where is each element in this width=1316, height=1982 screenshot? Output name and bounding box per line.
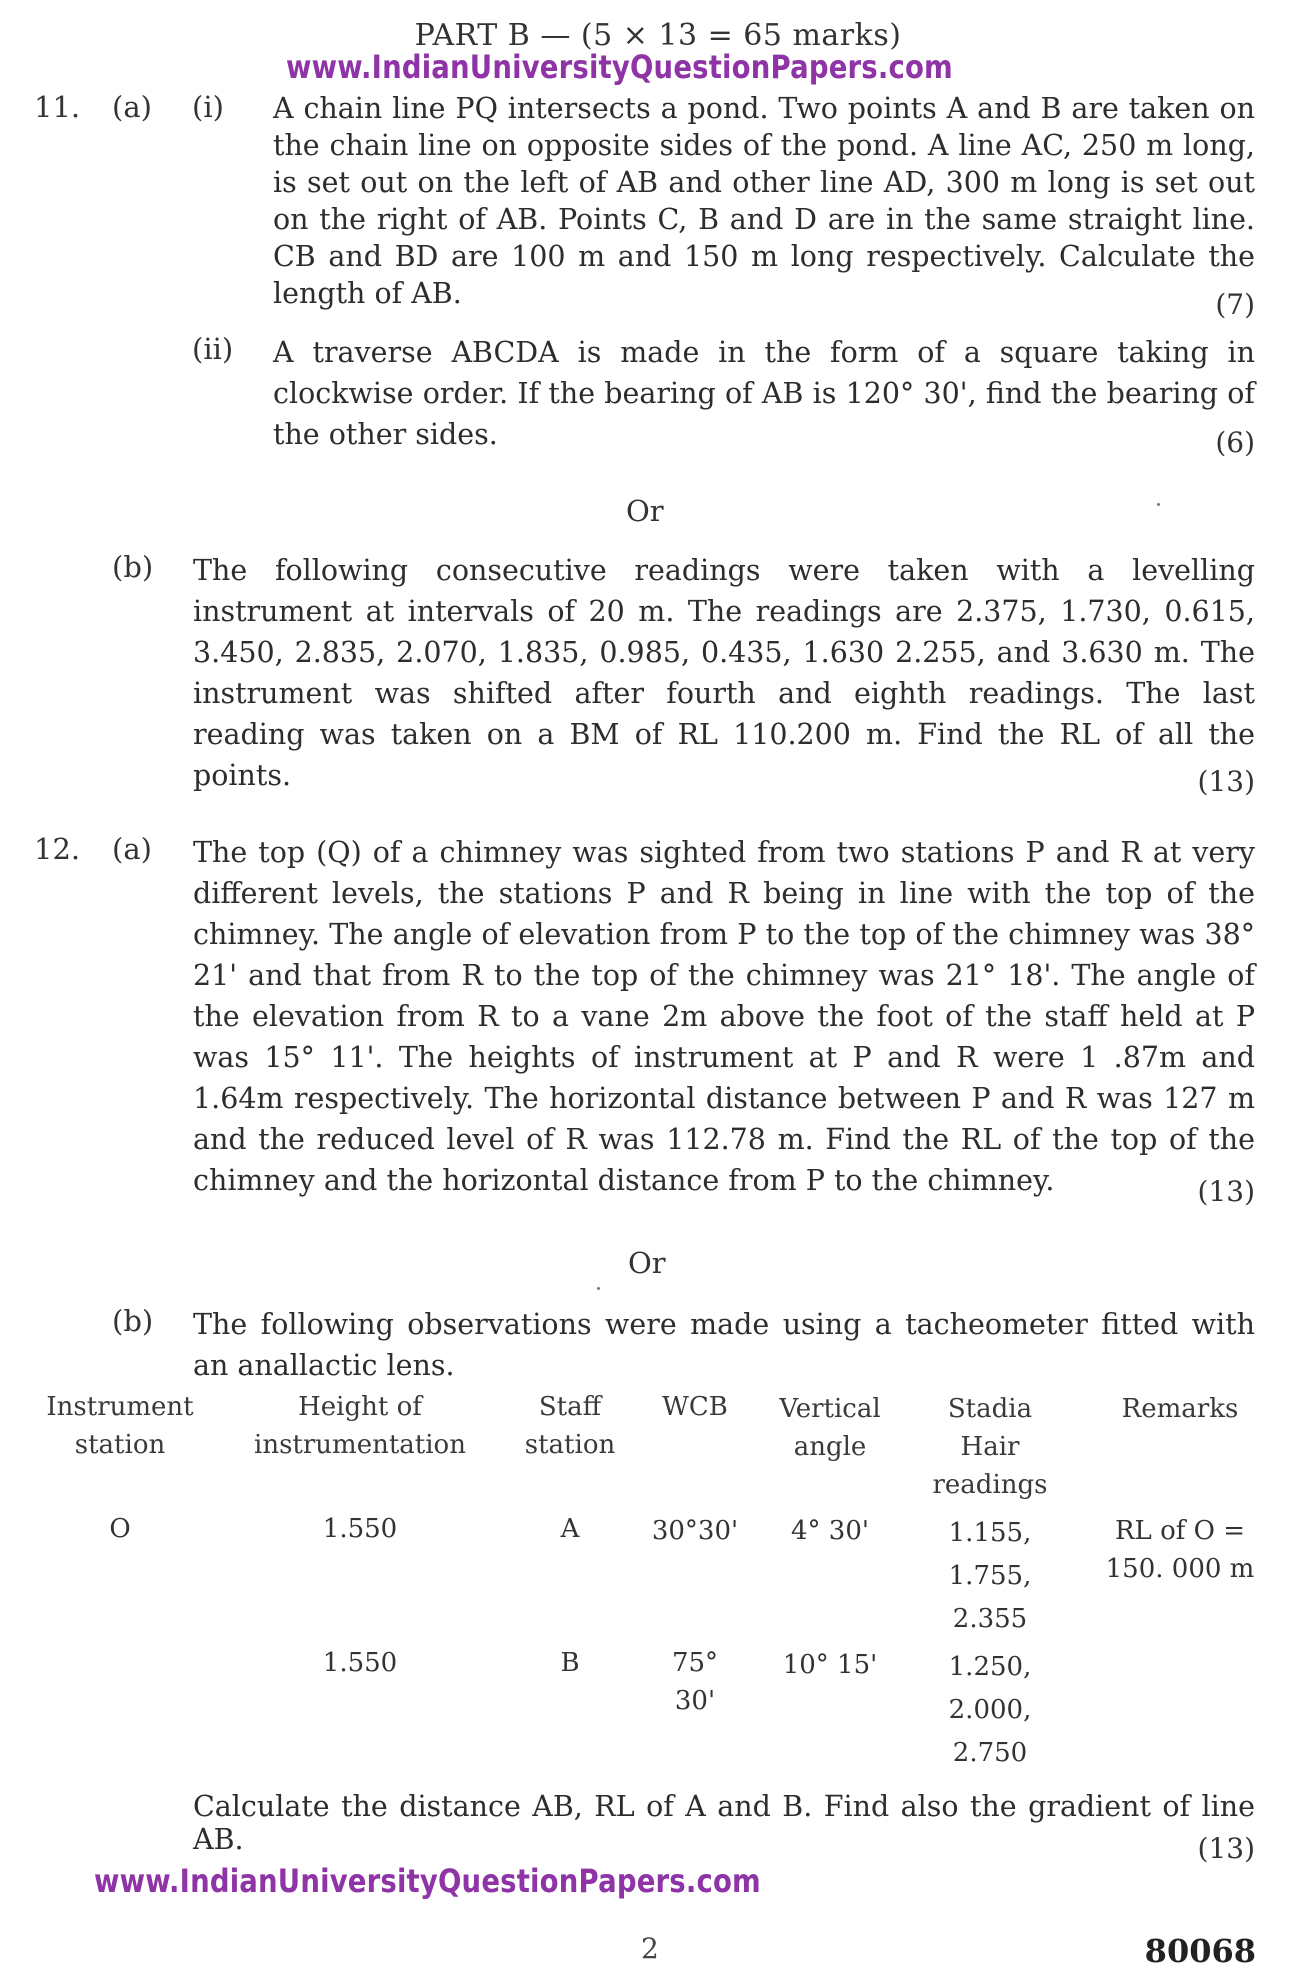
row1-vertical: 4° 30' [790, 1516, 870, 1546]
q12-b-marks: (13) [1197, 1832, 1255, 1865]
row2-wcb: 75° 30' [671, 1648, 719, 1716]
row1-staff: A [560, 1514, 580, 1544]
row2-height: 1.550 [322, 1648, 398, 1678]
q12-a-marks: (13) [1197, 1175, 1255, 1208]
q11-a-i-label: (i) [192, 90, 224, 124]
q11-b-marks: (13) [1197, 765, 1255, 798]
q11-or: Or [626, 494, 664, 528]
q11-a-ii-text: A traverse ABCDA is made in the form of a square taking in clockwise order. If the bearing of AB is 120° 30', find the bearing of the other sides. [273, 336, 1255, 451]
row1-stadia: 1.155, 1.755, 2.355 [948, 1518, 1032, 1634]
row2-stadia: 1.250, 2.000, 2.750 [948, 1652, 1032, 1768]
watermark-bottom: www.IndianUniversityQuestionPapers.com [94, 1862, 761, 1900]
col-header-staff-station: Staff station [524, 1392, 616, 1460]
page-number: 2 [641, 1932, 659, 1965]
col-header-height: Height of instrumentation [254, 1392, 466, 1460]
scan-speck [597, 1287, 600, 1290]
part-header: PART B — (5 × 13 = 65 marks) [414, 18, 902, 53]
q11-b-text: The following consecutive readings were taken with a levelling instrument at intervals of 20 m. The readings are 2.375, 1.730, 0.615, 3.450, 2.835, 2.070, 1.835, 0.985, 0.435, 1.630 2.255, and 3.630 m. The instrument was shifted after fourth and eighth readings. The last reading was taken on a BM of RL 110.200 m. Find the RL of all the points. [193, 554, 1255, 792]
col-header-remarks: Remarks [1121, 1394, 1239, 1424]
row1-remarks: RL of O = 150. 000 m [1105, 1516, 1255, 1584]
q11-part-a-label: (a) [112, 90, 152, 124]
q11-a-i-text: A chain line PQ intersects a pond. Two points A and B are taken on the chain line on opposite sides of the pond. A line AC, 250 m long, is set out on the left of AB and other line AD, 300 m long is set out on the right of AB. Points C, B and D are in the same straight line. CB and BD are 100 m and 150 m long respectively. Calculate the length of AB. [273, 92, 1255, 310]
row2-staff: B [560, 1648, 580, 1678]
row1-wcb: 30°30' [651, 1516, 739, 1546]
q12-a-text: The top (Q) of a chimney was sighted from two stations P and R at very different levels, the stations P and R being in line with the top of the chimney. The angle of elevation from P to the top of the chimney was 38° 21' and that from R to the top of the chimney was 21° 18'. The angle of the elevation from R to a vane 2m above the foot of the staff held at P was 15° 11'. The heights of instrument at P and R were 1 .87m and 1.64m respectively. The horizontal distance between P and R was 127 m and the reduced level of R was 112.78 m. Find the RL of the top of the chimney and the horizontal distance from P to the chimney. [193, 836, 1255, 1197]
col-header-vertical-angle: Vertical angle [779, 1394, 881, 1462]
q12-or: Or [628, 1246, 666, 1280]
q11-a-i-marks: (7) [1215, 288, 1255, 321]
paper-code: 80068 [1144, 1932, 1256, 1970]
q11-a-ii-marks: (6) [1215, 426, 1255, 459]
row1-height: 1.550 [322, 1514, 398, 1544]
q12-b-intro: The following observations were made using a tacheometer fitted with an anallactic lens. [193, 1308, 1255, 1382]
question-number-11: 11. [34, 90, 81, 124]
col-header-instrument-station: Instrument station [46, 1392, 194, 1460]
q12-b-closing: Calculate the distance AB, RL of A and B. Find also the gradient of line AB. [193, 1790, 1255, 1856]
question-number-12: 12. [34, 832, 81, 866]
q11-part-b-label: (b) [112, 550, 154, 584]
col-header-stadia: Stadia Hair readings [932, 1394, 1048, 1500]
row1-station: O [109, 1514, 131, 1544]
row2-vertical: 10° 15' [782, 1650, 878, 1680]
q12-part-b-label: (b) [112, 1304, 154, 1338]
scan-speck [1157, 503, 1160, 506]
q11-a-ii-label: (ii) [192, 332, 234, 366]
q12-part-a-label: (a) [112, 832, 152, 866]
col-header-wcb: WCB [662, 1392, 728, 1422]
watermark-top: www.IndianUniversityQuestionPapers.com [286, 48, 953, 86]
